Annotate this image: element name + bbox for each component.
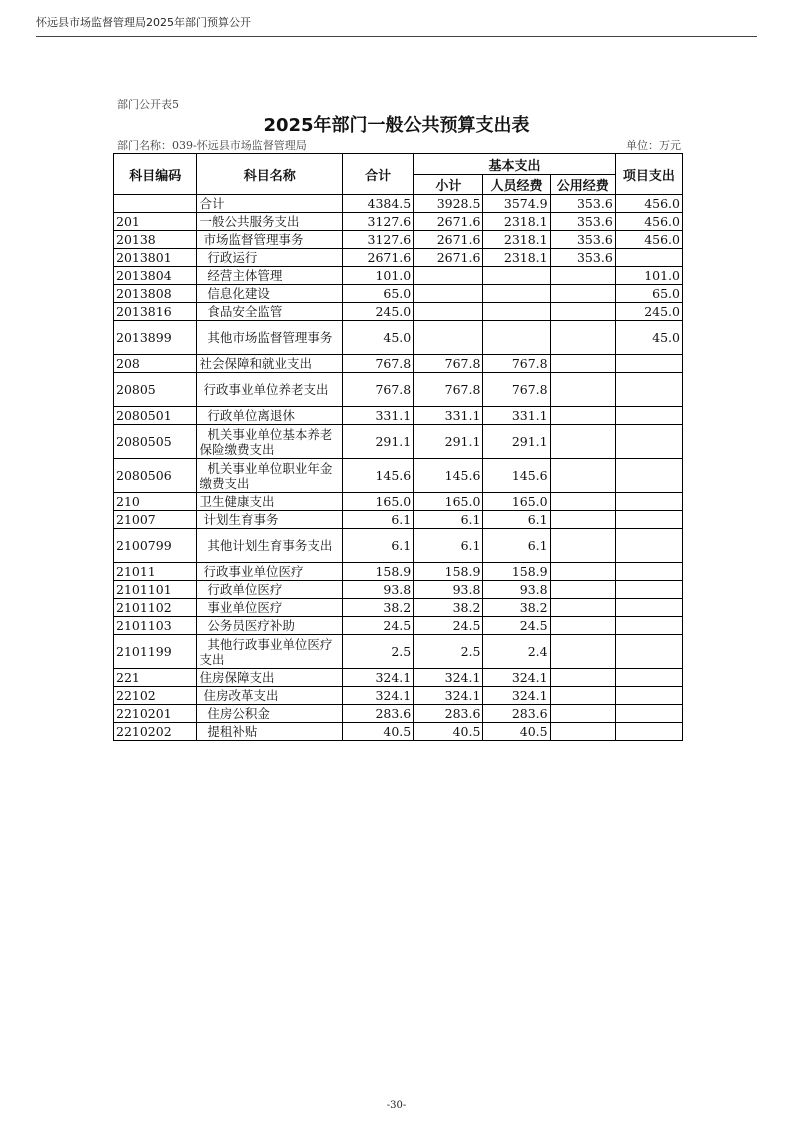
cell-personnel: 165.0 [483, 493, 550, 511]
cell-public: 353.6 [550, 195, 615, 213]
cell-subtotal: 324.1 [414, 687, 483, 705]
cell-name: 行政事业单位医疗 [197, 563, 343, 581]
cell-public: 353.6 [550, 249, 615, 267]
cell-project: 456.0 [615, 195, 682, 213]
cell-personnel: 38.2 [483, 599, 550, 617]
cell-total: 3127.6 [343, 231, 414, 249]
cell-subtotal: 6.1 [414, 511, 483, 529]
table-row [114, 669, 683, 687]
unit-label: 单位：万元 [626, 139, 681, 152]
col-header-basic: 基本支出 [414, 154, 616, 175]
cell-code: 2080506 [114, 459, 197, 493]
cell-code: 22102 [114, 687, 197, 705]
table-row [114, 723, 683, 741]
cell-total: 40.5 [343, 723, 414, 741]
cell-subtotal: 158.9 [414, 563, 483, 581]
cell-personnel [483, 267, 550, 285]
cell-personnel: 2318.1 [483, 213, 550, 231]
col-header-total: 合计 [343, 154, 414, 195]
cell-personnel: 2318.1 [483, 249, 550, 267]
cell-code: 21007 [114, 511, 197, 529]
cell-name: 其他行政事业单位医疗支出 [197, 635, 343, 669]
cell-public [550, 373, 615, 407]
table-row [114, 493, 683, 511]
cell-total: 767.8 [343, 355, 414, 373]
page-number: -30- [386, 1100, 407, 1111]
cell-subtotal: 291.1 [414, 425, 483, 459]
cell-project [615, 599, 682, 617]
cell-project: 245.0 [615, 303, 682, 321]
cell-name: 信息化建设 [197, 285, 343, 303]
cell-project [615, 355, 682, 373]
cell-personnel: 2318.1 [483, 231, 550, 249]
cell-public [550, 617, 615, 635]
cell-personnel: 283.6 [483, 705, 550, 723]
cell-name: 机关事业单位职业年金缴费支出 [197, 459, 343, 493]
col-header-name: 科目名称 [197, 154, 343, 195]
cell-project [615, 249, 682, 267]
cell-subtotal: 24.5 [414, 617, 483, 635]
cell-personnel: 331.1 [483, 407, 550, 425]
cell-personnel: 6.1 [483, 529, 550, 563]
col-header-subtotal: 小计 [414, 175, 483, 195]
cell-personnel: 40.5 [483, 723, 550, 741]
col-header-personnel: 人员经费 [483, 175, 550, 195]
cell-total: 324.1 [343, 687, 414, 705]
cell-personnel: 3574.9 [483, 195, 550, 213]
cell-name: 公务员医疗补助 [197, 617, 343, 635]
cell-name: 提租补贴 [197, 723, 343, 741]
cell-name: 其他计划生育事务支出 [197, 529, 343, 563]
cell-code: 2101103 [114, 617, 197, 635]
cell-subtotal: 283.6 [414, 705, 483, 723]
cell-subtotal: 6.1 [414, 529, 483, 563]
cell-subtotal: 324.1 [414, 669, 483, 687]
table-row [114, 459, 683, 493]
cell-subtotal: 2671.6 [414, 231, 483, 249]
cell-name: 住房改革支出 [197, 687, 343, 705]
cell-project [615, 687, 682, 705]
table-row [114, 231, 683, 249]
cell-total: 283.6 [343, 705, 414, 723]
cell-subtotal [414, 321, 483, 355]
col-header-code: 科目编码 [114, 154, 197, 195]
cell-total: 24.5 [343, 617, 414, 635]
cell-personnel: 324.1 [483, 687, 550, 705]
cell-subtotal: 145.6 [414, 459, 483, 493]
cell-project [615, 635, 682, 669]
cell-code: 2101101 [114, 581, 197, 599]
cell-subtotal: 165.0 [414, 493, 483, 511]
cell-total: 158.9 [343, 563, 414, 581]
cell-project [615, 425, 682, 459]
cell-public [550, 285, 615, 303]
cell-personnel: 324.1 [483, 669, 550, 687]
cell-personnel: 93.8 [483, 581, 550, 599]
table-row [114, 407, 683, 425]
cell-subtotal: 40.5 [414, 723, 483, 741]
cell-subtotal: 331.1 [414, 407, 483, 425]
cell-total: 324.1 [343, 669, 414, 687]
cell-code: 208 [114, 355, 197, 373]
table-row [114, 599, 683, 617]
cell-subtotal: 2671.6 [414, 249, 483, 267]
cell-subtotal: 3928.5 [414, 195, 483, 213]
table-row [114, 373, 683, 407]
cell-subtotal: 93.8 [414, 581, 483, 599]
cell-total: 331.1 [343, 407, 414, 425]
cell-name: 住房保障支出 [197, 669, 343, 687]
cell-project: 456.0 [615, 213, 682, 231]
cell-name: 卫生健康支出 [197, 493, 343, 511]
cell-total: 38.2 [343, 599, 414, 617]
cell-project: 45.0 [615, 321, 682, 355]
cell-code: 2013899 [114, 321, 197, 355]
cell-total: 165.0 [343, 493, 414, 511]
table-header-row [114, 154, 683, 175]
cell-project [615, 617, 682, 635]
table-row [114, 687, 683, 705]
cell-name: 合计 [197, 195, 343, 213]
cell-public [550, 511, 615, 529]
cell-code: 2013801 [114, 249, 197, 267]
cell-code: 2013804 [114, 267, 197, 285]
cell-project [615, 373, 682, 407]
cell-total: 65.0 [343, 285, 414, 303]
table-row [114, 303, 683, 321]
department-name: 部门名称：039-怀远县市场监督管理局 [117, 139, 307, 152]
cell-total: 291.1 [343, 425, 414, 459]
cell-project [615, 529, 682, 563]
table-row [114, 285, 683, 303]
table-row [114, 529, 683, 563]
cell-code: 2100799 [114, 529, 197, 563]
cell-public [550, 687, 615, 705]
cell-project [615, 723, 682, 741]
cell-public [550, 493, 615, 511]
table-body [114, 195, 683, 741]
table-row [114, 321, 683, 355]
document-header: 怀远县市场监督管理局2025年部门预算公开 [36, 16, 251, 29]
cell-public [550, 459, 615, 493]
cell-code: 20805 [114, 373, 197, 407]
cell-code: 201 [114, 213, 197, 231]
cell-name: 其他市场监督管理事务 [197, 321, 343, 355]
cell-public [550, 581, 615, 599]
col-header-project: 项目支出 [615, 154, 682, 195]
cell-total: 45.0 [343, 321, 414, 355]
table-row [114, 511, 683, 529]
cell-name: 机关事业单位基本养老保险缴费支出 [197, 425, 343, 459]
cell-project [615, 493, 682, 511]
cell-subtotal [414, 285, 483, 303]
cell-project [615, 511, 682, 529]
cell-project [615, 459, 682, 493]
cell-personnel: 6.1 [483, 511, 550, 529]
cell-public [550, 599, 615, 617]
cell-public [550, 321, 615, 355]
cell-project: 65.0 [615, 285, 682, 303]
cell-public [550, 267, 615, 285]
cell-public: 353.6 [550, 213, 615, 231]
table-row [114, 355, 683, 373]
cell-total: 767.8 [343, 373, 414, 407]
cell-public [550, 705, 615, 723]
cell-total: 2671.6 [343, 249, 414, 267]
cell-code: 2013816 [114, 303, 197, 321]
cell-public [550, 425, 615, 459]
cell-personnel: 2.4 [483, 635, 550, 669]
cell-name: 事业单位医疗 [197, 599, 343, 617]
cell-personnel: 767.8 [483, 373, 550, 407]
cell-code: 2013808 [114, 285, 197, 303]
cell-project [615, 563, 682, 581]
cell-public [550, 407, 615, 425]
cell-subtotal: 2671.6 [414, 213, 483, 231]
table-row [114, 581, 683, 599]
table-row [114, 249, 683, 267]
cell-personnel: 291.1 [483, 425, 550, 459]
cell-code: 2101199 [114, 635, 197, 669]
cell-name: 行政单位医疗 [197, 581, 343, 599]
table-row [114, 635, 683, 669]
col-header-public: 公用经费 [550, 175, 615, 195]
cell-code: 221 [114, 669, 197, 687]
cell-project [615, 669, 682, 687]
cell-public: 353.6 [550, 231, 615, 249]
cell-subtotal [414, 267, 483, 285]
cell-project [615, 581, 682, 599]
cell-name: 住房公积金 [197, 705, 343, 723]
cell-code: 20138 [114, 231, 197, 249]
table-row [114, 425, 683, 459]
cell-code [114, 195, 197, 213]
cell-code: 2080501 [114, 407, 197, 425]
table-row [114, 267, 683, 285]
table-row [114, 195, 683, 213]
cell-subtotal: 767.8 [414, 373, 483, 407]
cell-subtotal: 2.5 [414, 635, 483, 669]
page-title: 2025年部门一般公共预算支出表 [263, 115, 530, 136]
budget-table [113, 153, 683, 741]
cell-total: 2.5 [343, 635, 414, 669]
table-row [114, 563, 683, 581]
cell-project [615, 407, 682, 425]
cell-total: 6.1 [343, 529, 414, 563]
cell-name: 经营主体管理 [197, 267, 343, 285]
cell-total: 145.6 [343, 459, 414, 493]
cell-public [550, 669, 615, 687]
cell-personnel: 158.9 [483, 563, 550, 581]
cell-total: 3127.6 [343, 213, 414, 231]
cell-code: 2101102 [114, 599, 197, 617]
cell-subtotal [414, 303, 483, 321]
cell-public [550, 563, 615, 581]
cell-public [550, 355, 615, 373]
cell-public [550, 723, 615, 741]
cell-subtotal: 38.2 [414, 599, 483, 617]
cell-project: 101.0 [615, 267, 682, 285]
cell-public [550, 635, 615, 669]
header-divider [36, 36, 757, 37]
cell-subtotal: 767.8 [414, 355, 483, 373]
cell-code: 2080505 [114, 425, 197, 459]
cell-total: 245.0 [343, 303, 414, 321]
table-row [114, 705, 683, 723]
cell-total: 6.1 [343, 511, 414, 529]
cell-public [550, 303, 615, 321]
cell-name: 食品安全监管 [197, 303, 343, 321]
cell-total: 4384.5 [343, 195, 414, 213]
cell-personnel [483, 303, 550, 321]
cell-name: 市场监督管理事务 [197, 231, 343, 249]
cell-name: 社会保障和就业支出 [197, 355, 343, 373]
cell-code: 21011 [114, 563, 197, 581]
cell-code: 210 [114, 493, 197, 511]
cell-personnel: 145.6 [483, 459, 550, 493]
table-row [114, 213, 683, 231]
cell-code: 2210202 [114, 723, 197, 741]
cell-project [615, 705, 682, 723]
cell-personnel: 24.5 [483, 617, 550, 635]
cell-personnel [483, 285, 550, 303]
cell-total: 101.0 [343, 267, 414, 285]
cell-public [550, 529, 615, 563]
cell-name: 一般公共服务支出 [197, 213, 343, 231]
cell-personnel: 767.8 [483, 355, 550, 373]
cell-name: 计划生育事务 [197, 511, 343, 529]
cell-total: 93.8 [343, 581, 414, 599]
cell-name: 行政运行 [197, 249, 343, 267]
cell-name: 行政事业单位养老支出 [197, 373, 343, 407]
cell-project: 456.0 [615, 231, 682, 249]
cell-name: 行政单位离退休 [197, 407, 343, 425]
table-row [114, 617, 683, 635]
sheet-number: 部门公开表5 [117, 98, 179, 111]
cell-personnel [483, 321, 550, 355]
cell-code: 2210201 [114, 705, 197, 723]
